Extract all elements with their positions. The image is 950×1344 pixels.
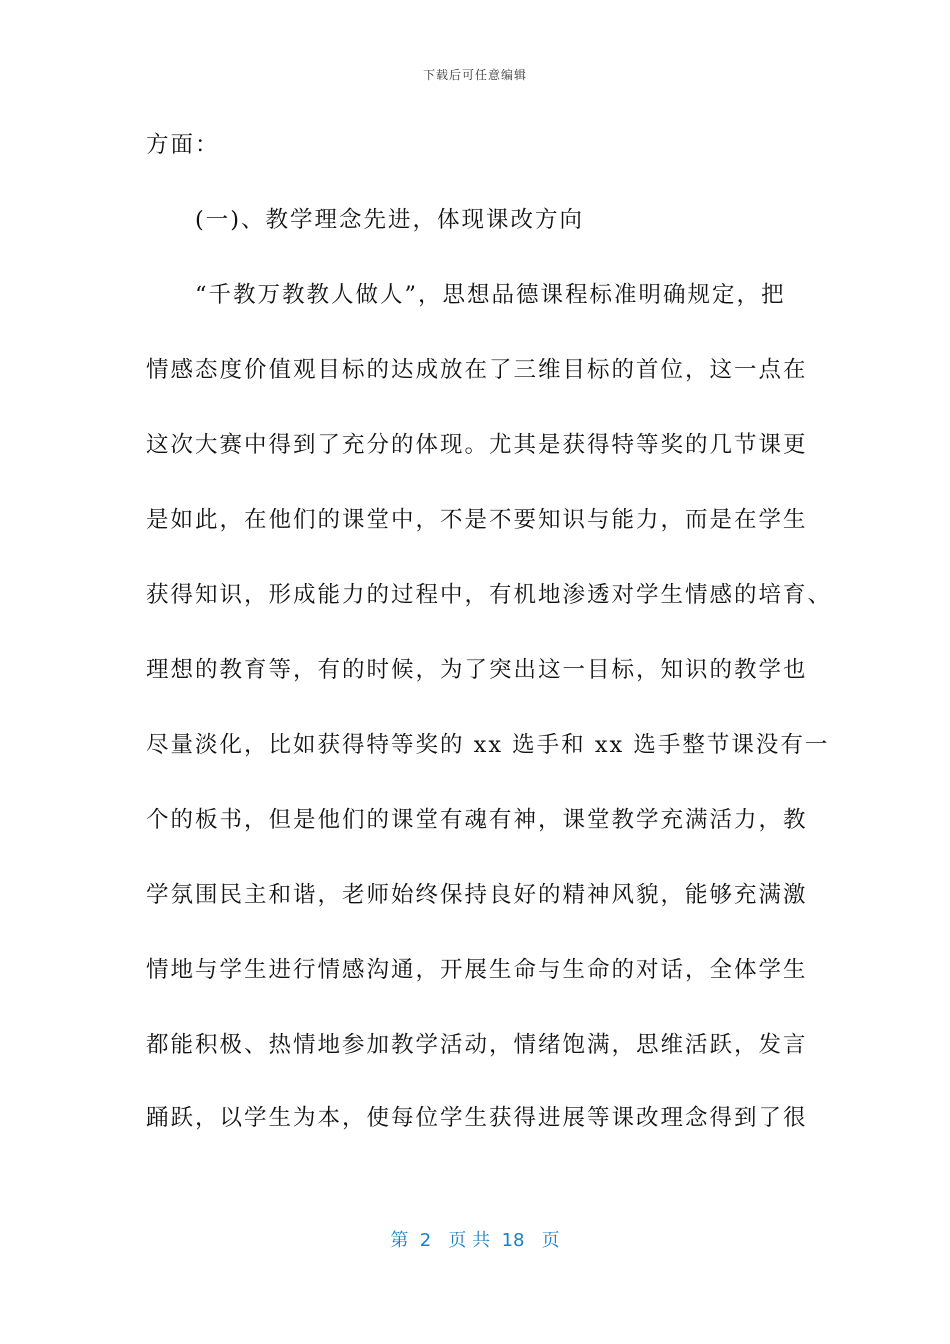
text-line: 是如此，在他们的课堂中，不是不要知识与能力，而是在学生 — [146, 507, 808, 533]
header-note: 下载后可任意编辑 — [422, 68, 527, 82]
text-line: 获得知识，形成能力的过程中，有机地渗透对学生情感的培育、 — [146, 582, 833, 608]
text-line: 都能积极、热情地参加教学活动，情绪饱满，思维活跃，发言 — [146, 1032, 808, 1058]
text-line: 理想的教育等，有的时候，为了突出这一目标，知识的教学也 — [146, 657, 808, 683]
text-line: 个的板书，但是他们的课堂有魂有神，课堂教学充满活力，教 — [146, 807, 808, 833]
text-line: 踊跃，以学生为本，使每位学生获得进展等课改理念得到了很 — [146, 1105, 808, 1131]
text-line: “千教万教教人做人”，思想品德课程标准明确规定，把 — [146, 282, 786, 308]
text-line: 情感态度价值观目标的达成放在了三维目标的首位，这一点在 — [146, 357, 808, 383]
text-line: 方面： — [146, 132, 220, 158]
text-line: 尽量淡化，比如获得特等奖的 xx 选手和 xx 选手整节课没有一 — [146, 732, 830, 758]
text-line: 这次大赛中得到了充分的体现。尤其是获得特等奖的几节课更 — [146, 432, 808, 458]
text-line: 情地与学生进行情感沟通，开展生命与生命的对话，全体学生 — [146, 957, 808, 983]
section-heading: (一)、教学理念先进，体现课改方向 — [146, 207, 585, 233]
text-line: 学氛围民主和谐，老师始终保持良好的精神风貌，能够充满激 — [146, 882, 808, 908]
page-number: 第 2 页 共 18 页 — [390, 1230, 560, 1251]
